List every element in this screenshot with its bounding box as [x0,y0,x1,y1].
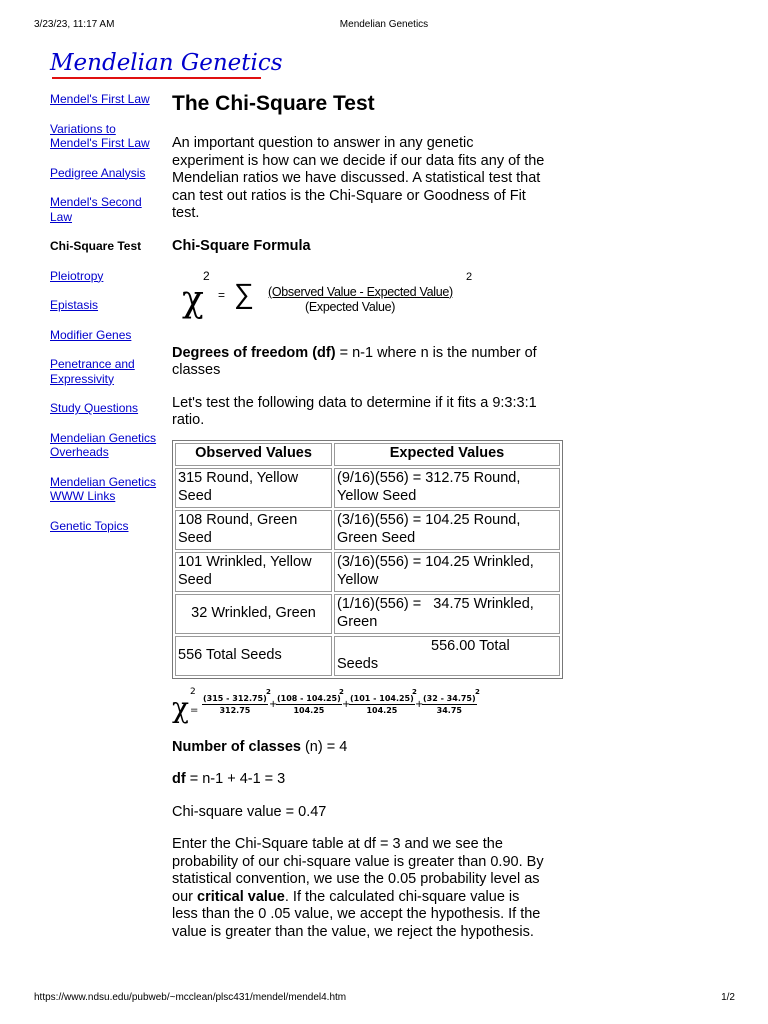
plus-sign: + [269,698,278,710]
table-row [175,594,560,634]
table-row [175,510,560,550]
formula-denominator: (Expected Value) [305,299,396,314]
chi-symbol: χ [172,690,189,724]
calc-term: $\frac{(108 - 104.25)}{104.25}$ [277,693,341,715]
main-content [172,90,572,941]
df-calculation: df = n-1 + 4-1 = 3 [172,771,286,787]
sidebar-item-overheads[interactable]: Mendelian Genetics Overheads [50,430,157,459]
calc-term: $\frac{(315 - 312.75)}{312.75}$ [203,693,267,715]
observed-cell: 556 Total Seeds [175,636,332,676]
table-row [175,468,560,508]
plus-sign: + [415,698,424,710]
print-datetime: 3/23/23, 11:17 AM [34,19,115,30]
print-page-number: 1/2 [721,992,735,1003]
chi-square-formula [172,268,572,329]
sidebar-item-pedigree-analysis[interactable]: Pedigree Analysis [50,165,146,180]
conclusion-paragraph: Enter the Chi-Square table at df = 3 and we see the probability of our chi-square value is greater than 0.90. By statistical convention, we use the 0.05 probability level as our critical value. If the calculated chi-square value is less than the 0 .05 value, we accept the hypothesis. If the value is greater than the value, we reject the hypothesis. [172,836,544,940]
table-row [175,552,560,592]
sidebar-item-modifier-genes[interactable]: Modifier Genes [50,327,132,342]
column-header-expected: Expected Values [334,443,560,466]
sidebar-item-genetic-topics[interactable]: Genetic Topics [50,518,129,533]
plus-sign: + [342,698,351,710]
term-exponent: 2 [475,687,480,696]
expected-cell: (9/16)(556) = 312.75 Round, Yellow Seed [334,468,560,508]
expected-cell: (3/16)(556) = 104.25 Round, Green Seed [334,510,560,550]
table-header-row [175,443,560,466]
site-title: Mendelian Genetics [50,50,283,76]
title-underline-rule [52,77,261,79]
sidebar-item-mendels-first-law[interactable]: Mendel's First Law [50,92,150,106]
observed-cell: 101 Wrinkled, Yellow Seed [175,552,332,592]
chi-square-value: Chi-square value = 0.47 [172,803,327,820]
expected-cell: (3/16)(556) = 104.25 Wrinkled, Yellow [334,552,560,592]
chi-square-calculation [172,686,572,729]
sidebar-item-mendels-second-law[interactable]: Mendel's Second Law [50,195,142,224]
sidebar-item-variations[interactable]: Variations to Mendel's First Law [50,121,150,150]
number-of-classes: Number of classes (n) = 4 [172,738,348,755]
formula-equals: = [218,287,226,302]
intro-paragraph: An important question to answer in any genetic experiment is how can we decide if our data fits any of the Mendelian ratios we have discussed. A statistical test that can test out ratios is the Chi-Square or Goodness of Fit test. [172,135,545,221]
calc-term: $\frac{(101 - 104.25)}{104.25}$ [350,693,414,715]
column-header-observed: Observed Values [175,443,332,466]
term-exponent: 2 [412,687,417,696]
sidebar-item-penetrance[interactable]: Penetrance and Expressivity [50,357,135,386]
observed-cell: 32 Wrinkled, Green [175,594,332,634]
table-row [175,636,560,676]
formula-heading: Chi-Square Formula [172,237,311,254]
print-url: https://www.ndsu.edu/pubweb/~mcclean/plsc431/mendel/mendel4.htm [34,992,347,1003]
formula-numerator-exponent: 2 [466,270,473,283]
calc-equals: = [190,704,199,716]
sidebar-item-chi-square-current: Chi-Square Test [50,239,142,253]
sidebar-item-pleiotropy[interactable]: Pleiotropy [50,268,104,283]
term-exponent: 2 [266,687,271,696]
term-exponent: 2 [339,687,344,696]
chi-symbol: χ [182,278,204,320]
expected-cell: (1/16)(556) = 34.75 Wrinkled, Green [334,594,560,634]
calc-term: $\frac{(32 - 34.75)}{34.75}$ [423,693,476,715]
formula-numerator: (Observed Value - Expected Value) [268,284,453,299]
expected-cell: 556.00 Total Seeds [334,636,560,676]
test-intro-text: Let's test the following data to determine if it fits a 9:3:3:1 ratio. [172,394,537,428]
degrees-of-freedom-text: Degrees of freedom (df) = n-1 where n is the number of classes [172,344,537,378]
sidebar-nav [50,92,165,548]
sigma-symbol: ∑ [234,277,254,309]
sidebar-item-www-links[interactable]: Mendelian Genetics WWW Links [50,474,157,503]
sidebar-item-epistasis[interactable]: Epistasis [50,298,99,312]
print-page-title: Mendelian Genetics [339,19,429,30]
sidebar-item-study-questions[interactable]: Study Questions [50,401,139,415]
chi-exponent: 2 [190,686,196,697]
observed-cell: 315 Round, Yellow Seed [175,468,332,508]
page-title: The Chi-Square Test [172,92,375,115]
formula-exponent: 2 [203,268,210,283]
observed-expected-table [172,440,563,679]
observed-cell: 108 Round, Green Seed [175,510,332,550]
